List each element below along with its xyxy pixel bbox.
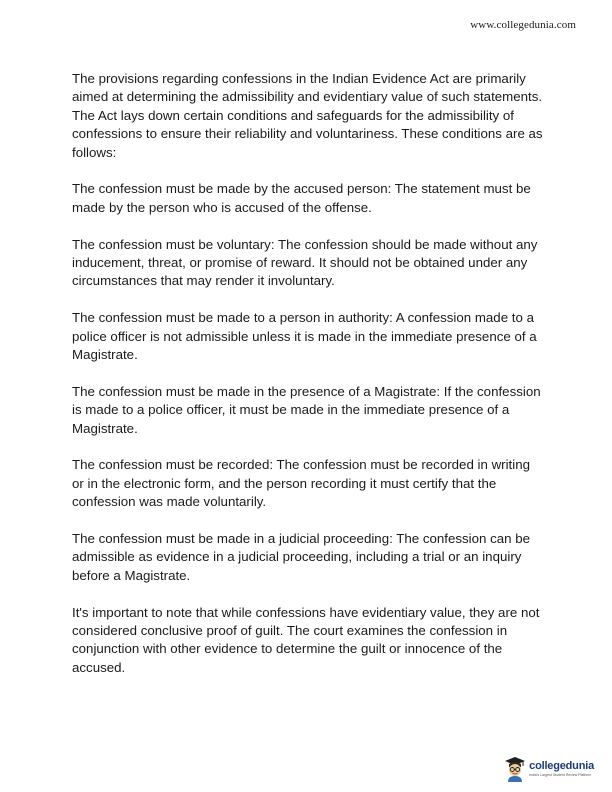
paragraph-condition-authority: The confession must be made to a person in authority: A confession made to a police officer is not admissible unless it is made in the immediate presence of a Magistrate.: [72, 310, 537, 363]
paragraph-condition-accused: The confession must be made by the accused person: The statement must be made by the person who is accused of the offense.: [72, 181, 531, 215]
header-url[interactable]: www.collegedunia.com: [470, 19, 576, 31]
paragraph-intro: The provisions regarding confessions in the Indian Evidence Act are primarily aimed at determining the admissibility and evidentiary value of such statements. The Act lays down certain conditions and safeguards for the admissibility of confessions to ensure their reliability and voluntariness. These conditions are as follows:: [72, 71, 543, 160]
student-mascot-icon: [504, 756, 526, 782]
logo-tagline: India's Largest Student Review Platform: [529, 772, 592, 777]
logo-wordmark: collegedunia: [529, 759, 594, 772]
logo-text: [529, 761, 594, 778]
paragraph-conclusion: It's important to note that while confessions have evidentiary value, they are not considered conclusive proof of guilt. The court examines the confession in conjunction with other evidence to determine the guilt or innocence of the accused.: [72, 604, 540, 675]
paragraph-condition-recorded: The confession must be recorded: The confession must be recorded in writing or in the electronic form, and the person recording it must certify that the confession was made voluntarily.: [72, 457, 530, 510]
paragraph-condition-voluntary: The confession must be voluntary: The confession should be made without any inducement, threat, or promise of reward. It should not be obtained under any circumstances that may render it involuntary.: [72, 236, 538, 289]
paragraph-condition-magistrate: The confession must be made in the presence of a Magistrate: If the confession is made to a police officer, it must be made in the immediate presence of a Magistrate.: [72, 383, 541, 436]
document-body: [72, 70, 544, 696]
collegedunia-logo: [504, 756, 594, 782]
paragraph-condition-judicial: The confession must be made in a judicial proceeding: The confession can be admissible as evidence in a judicial proceeding, including a trial or an inquiry before a Magistrate.: [72, 531, 531, 583]
